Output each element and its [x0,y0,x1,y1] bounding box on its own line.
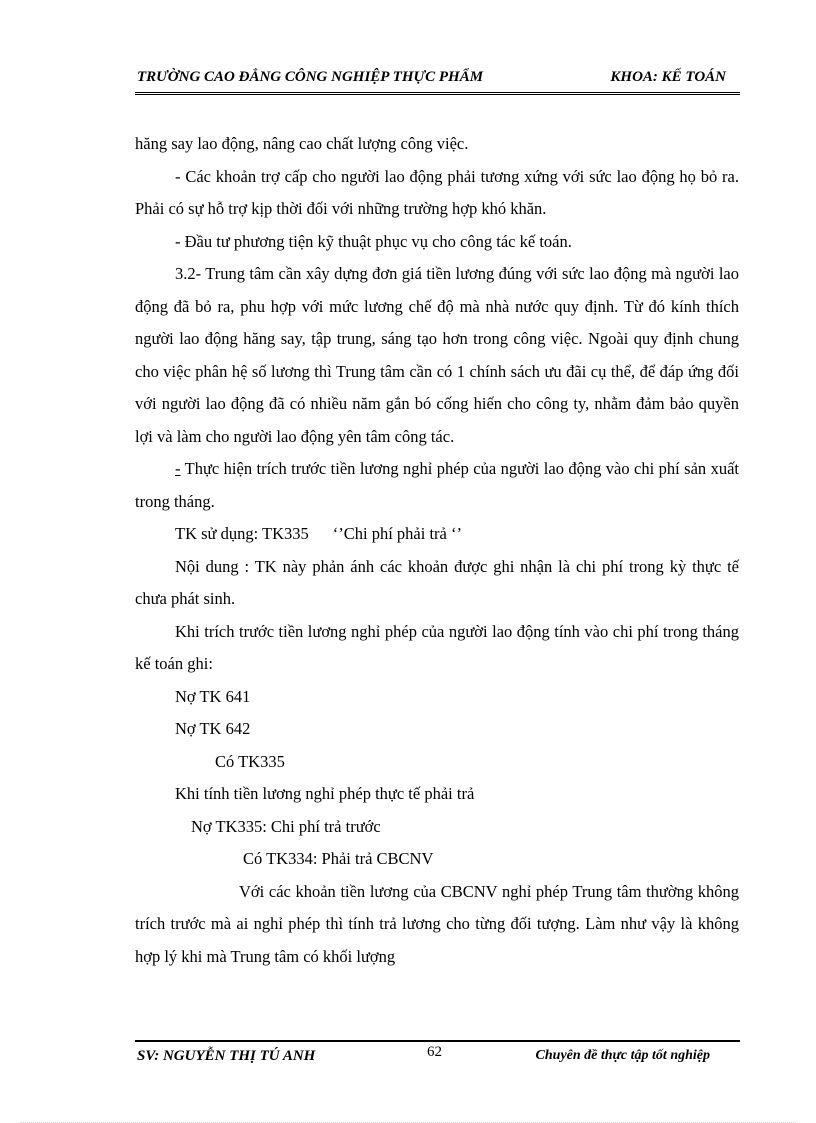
page-footer [135,1040,740,1070]
journal-entry: Có TK335 [215,751,285,771]
paragraph [135,453,739,518]
paragraph: Khi trích trước tiền lương nghỉ phép của người lao động tính vào chi phí trong tháng kế toán ghi: [135,621,739,673]
paragraph: Khi tính tiền lương nghỉ phép thực tế phải trả [175,784,475,803]
page-header [135,66,740,95]
paragraph: 3.2- Trung tâm cần xây dựng đơn giá tiền lương đúng với sức lao động mà người lao động đã bỏ ra, phu hợp với mức lương chế độ mà nhà nước quy định. Từ đó kính thích người lao động hăng say, tập trung, sáng tạo hơn trong công việc. Ngoài quy định chung cho việc phân hệ số lương thì Trung tâm cần có 1 chính sách ưu đãi cụ thể, để đáp ứng đối với người lao động đã có nhiều năm gắn bó cống hiến cho công ty, nhằm đảm bảo quyền lợi và làm cho người lao động yên tâm công tác. [135,264,739,446]
journal-entry: Nợ TK 641 [175,686,251,706]
dash-marker: - [175,459,181,478]
paragraph: - Các khoản trợ cấp cho người lao động phải tương xứng với sức lao động họ bỏ ra. Phải có sự hỗ trợ kịp thời đối với những trường hợp khó khăn. [135,166,739,218]
journal-entry: Nợ TK335: Chi phí trả trước [191,816,381,836]
journal-entry: Nợ TK 642 [175,719,251,738]
account-label: TK sử dụng: TK335 [175,524,309,543]
student-name: SV: NGUYỄN THỊ TÚ ANH [137,1048,316,1064]
department-name: KHOA: KẾ TOÁN [610,69,726,85]
paragraph: Với các khoản tiền lương của CBCNV nghỉ phép Trung tâm thường không trích trước mà ai nghỉ phép thì tính trả lương cho từng đối tượng. Làm như vậy là không hợp lý khi mà Trung tâm có khối lượng [135,881,739,966]
journal-entry: Có TK334: Phải trả CBCNV [243,849,434,868]
paragraph: hăng say lao động, nâng cao chất lượng công việc. [135,134,469,153]
account-description: ‘’Chi phí phải trả ‘’ [332,524,462,543]
school-name: TRƯỜNG CAO ĐẲNG CÔNG NGHIỆP THỰC PHẨM [137,69,484,85]
paragraph-text: Thực hiện trích trước tiền lương nghỉ phép của người lao động vào chi phí sản xuất trong tháng. [135,459,739,511]
paragraph: Nội dung : TK này phản ánh các khoản được ghi nhận là chi phí trong kỳ thực tế chưa phát sinh. [135,556,739,608]
report-title: Chuyên đề thực tập tốt nghiệp [535,1048,710,1063]
paragraph: - Đầu tư phương tiện kỹ thuật phục vụ cho công tác kế toán. [175,231,572,251]
account-line [135,518,739,551]
page-number: 62 [427,1044,442,1060]
document-body [135,128,739,973]
